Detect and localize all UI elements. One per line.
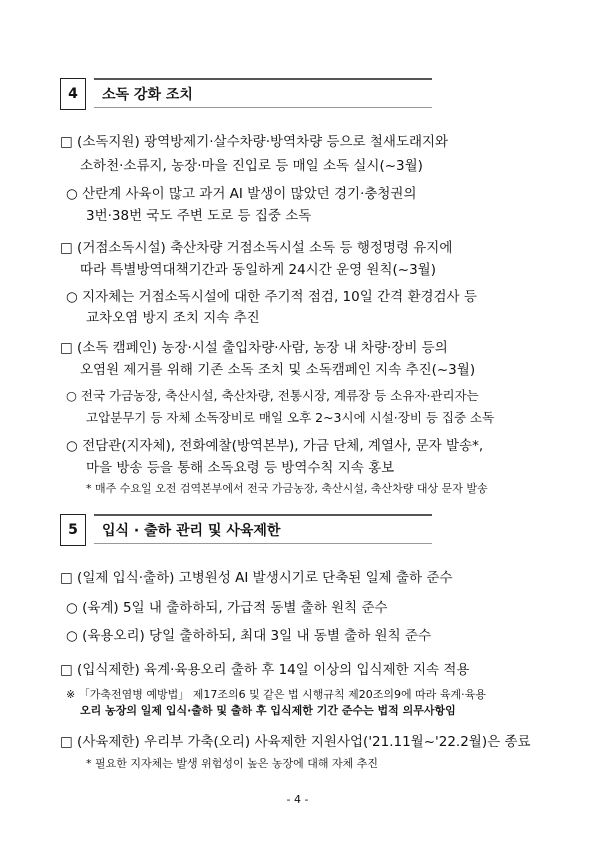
subitem-broiler: ○ (육계) 5일 내 출하하되, 가급적 동별 출하 원칙 준수 bbox=[66, 600, 388, 616]
item-all-in-all-out: □ (일제 입식·출하) 고병원성 AI 발생시기로 단축된 일제 출하 준수 bbox=[60, 570, 453, 586]
item-campaign-cont: 오염원 제거를 위해 기존 소독 조치 및 소독캠페인 지속 추진(~3월) bbox=[80, 362, 476, 378]
section-title: 소독 강화 조치 bbox=[94, 78, 432, 108]
subitem-promotion-cont: 마을 방송 등을 통해 소독요령 등 방역수칙 지속 홍보 bbox=[86, 460, 395, 476]
item-campaign: □ (소독 캠페인) 농장·시설 출입차량·사람, 농장 내 차량·장비 등의 bbox=[60, 340, 448, 356]
subitem-focus-area-cont: 3번·38번 국도 주변 도로 등 집중 소독 bbox=[86, 208, 312, 224]
item-stocking-restriction: □ (입식제한) 육계·육용오리 출하 후 14일 이상의 입식제한 지속 적용 bbox=[60, 662, 470, 678]
item-base-disinfection: □ (거점소독시설) 축산차량 거점소독시설 소독 등 행정명령 유지에 bbox=[60, 240, 453, 256]
subitem-focus-area: ○ 산란계 사육이 많고 과거 AI 발생이 많았던 경기·충청권의 bbox=[66, 186, 417, 202]
footnote-sms: * 매주 수요일 오전 검역본부에서 전국 가금농장, 축산시설, 축산차량 대상 문자 발송 bbox=[86, 482, 488, 495]
section-number: 5 bbox=[60, 514, 86, 546]
item-disinfection-support: □ (소독지원) 광역방제기·살수차량·방역차량 등으로 철새도래지와 bbox=[60, 134, 449, 150]
subitem-nationwide-cont: 고압분무기 등 자체 소독장비로 매일 오후 2~3시에 시설·장비 등 집중 소독 bbox=[86, 410, 495, 425]
section-4-header bbox=[60, 78, 432, 112]
subitem-nationwide: ○ 전국 가금농장, 축산시설, 축산차량, 전통시장, 계류장 등 소유자·관리자는 bbox=[66, 388, 479, 403]
note-legal-basis: ※ 「가축전염병 예방법」 제17조의6 및 같은 법 시행규칙 제20조의9에 따라 육계·육용 bbox=[66, 688, 486, 701]
subitem-inspection: ○ 지자체는 거점소독시설에 대한 주기적 점검, 10일 간격 환경검사 등 bbox=[66, 289, 477, 305]
subitem-promotion: ○ 전담관(지자체), 전화예찰(방역본부), 가금 단체, 계열사, 문자 발송*, bbox=[66, 438, 484, 454]
footnote-local-gov: * 필요한 지자체는 발생 위험성이 높은 농장에 대해 자체 추진 bbox=[86, 757, 378, 770]
subitem-inspection-cont: 교차오염 방지 조치 지속 추진 bbox=[86, 310, 260, 326]
item-breeding-restriction: □ (사육제한) 우리부 가축(오리) 사육제한 지원사업('21.11월~'22.2월)은 종료 bbox=[60, 734, 531, 750]
section-title: 입식 · 출하 관리 및 사육제한 bbox=[94, 514, 432, 544]
section-5-header bbox=[60, 514, 432, 548]
page-number: - 4 - bbox=[286, 793, 309, 806]
subitem-duck: ○ (육용오리) 당일 출하하되, 최대 3일 내 동별 출하 원칙 준수 bbox=[66, 628, 432, 644]
item-base-disinfection-cont: 따라 특별방역대책기간과 동일하게 24시간 운영 원칙(~3월) bbox=[80, 262, 436, 278]
note-legal-basis-cont: 오리 농장의 일제 입식·출하 및 출하 후 입식제한 기간 준수는 법적 의무사항임 bbox=[80, 704, 456, 717]
section-number: 4 bbox=[60, 78, 86, 110]
item-disinfection-support-cont: 소하천·소류지, 농장·마을 진입로 등 매일 소독 실시(~3월) bbox=[80, 158, 423, 174]
